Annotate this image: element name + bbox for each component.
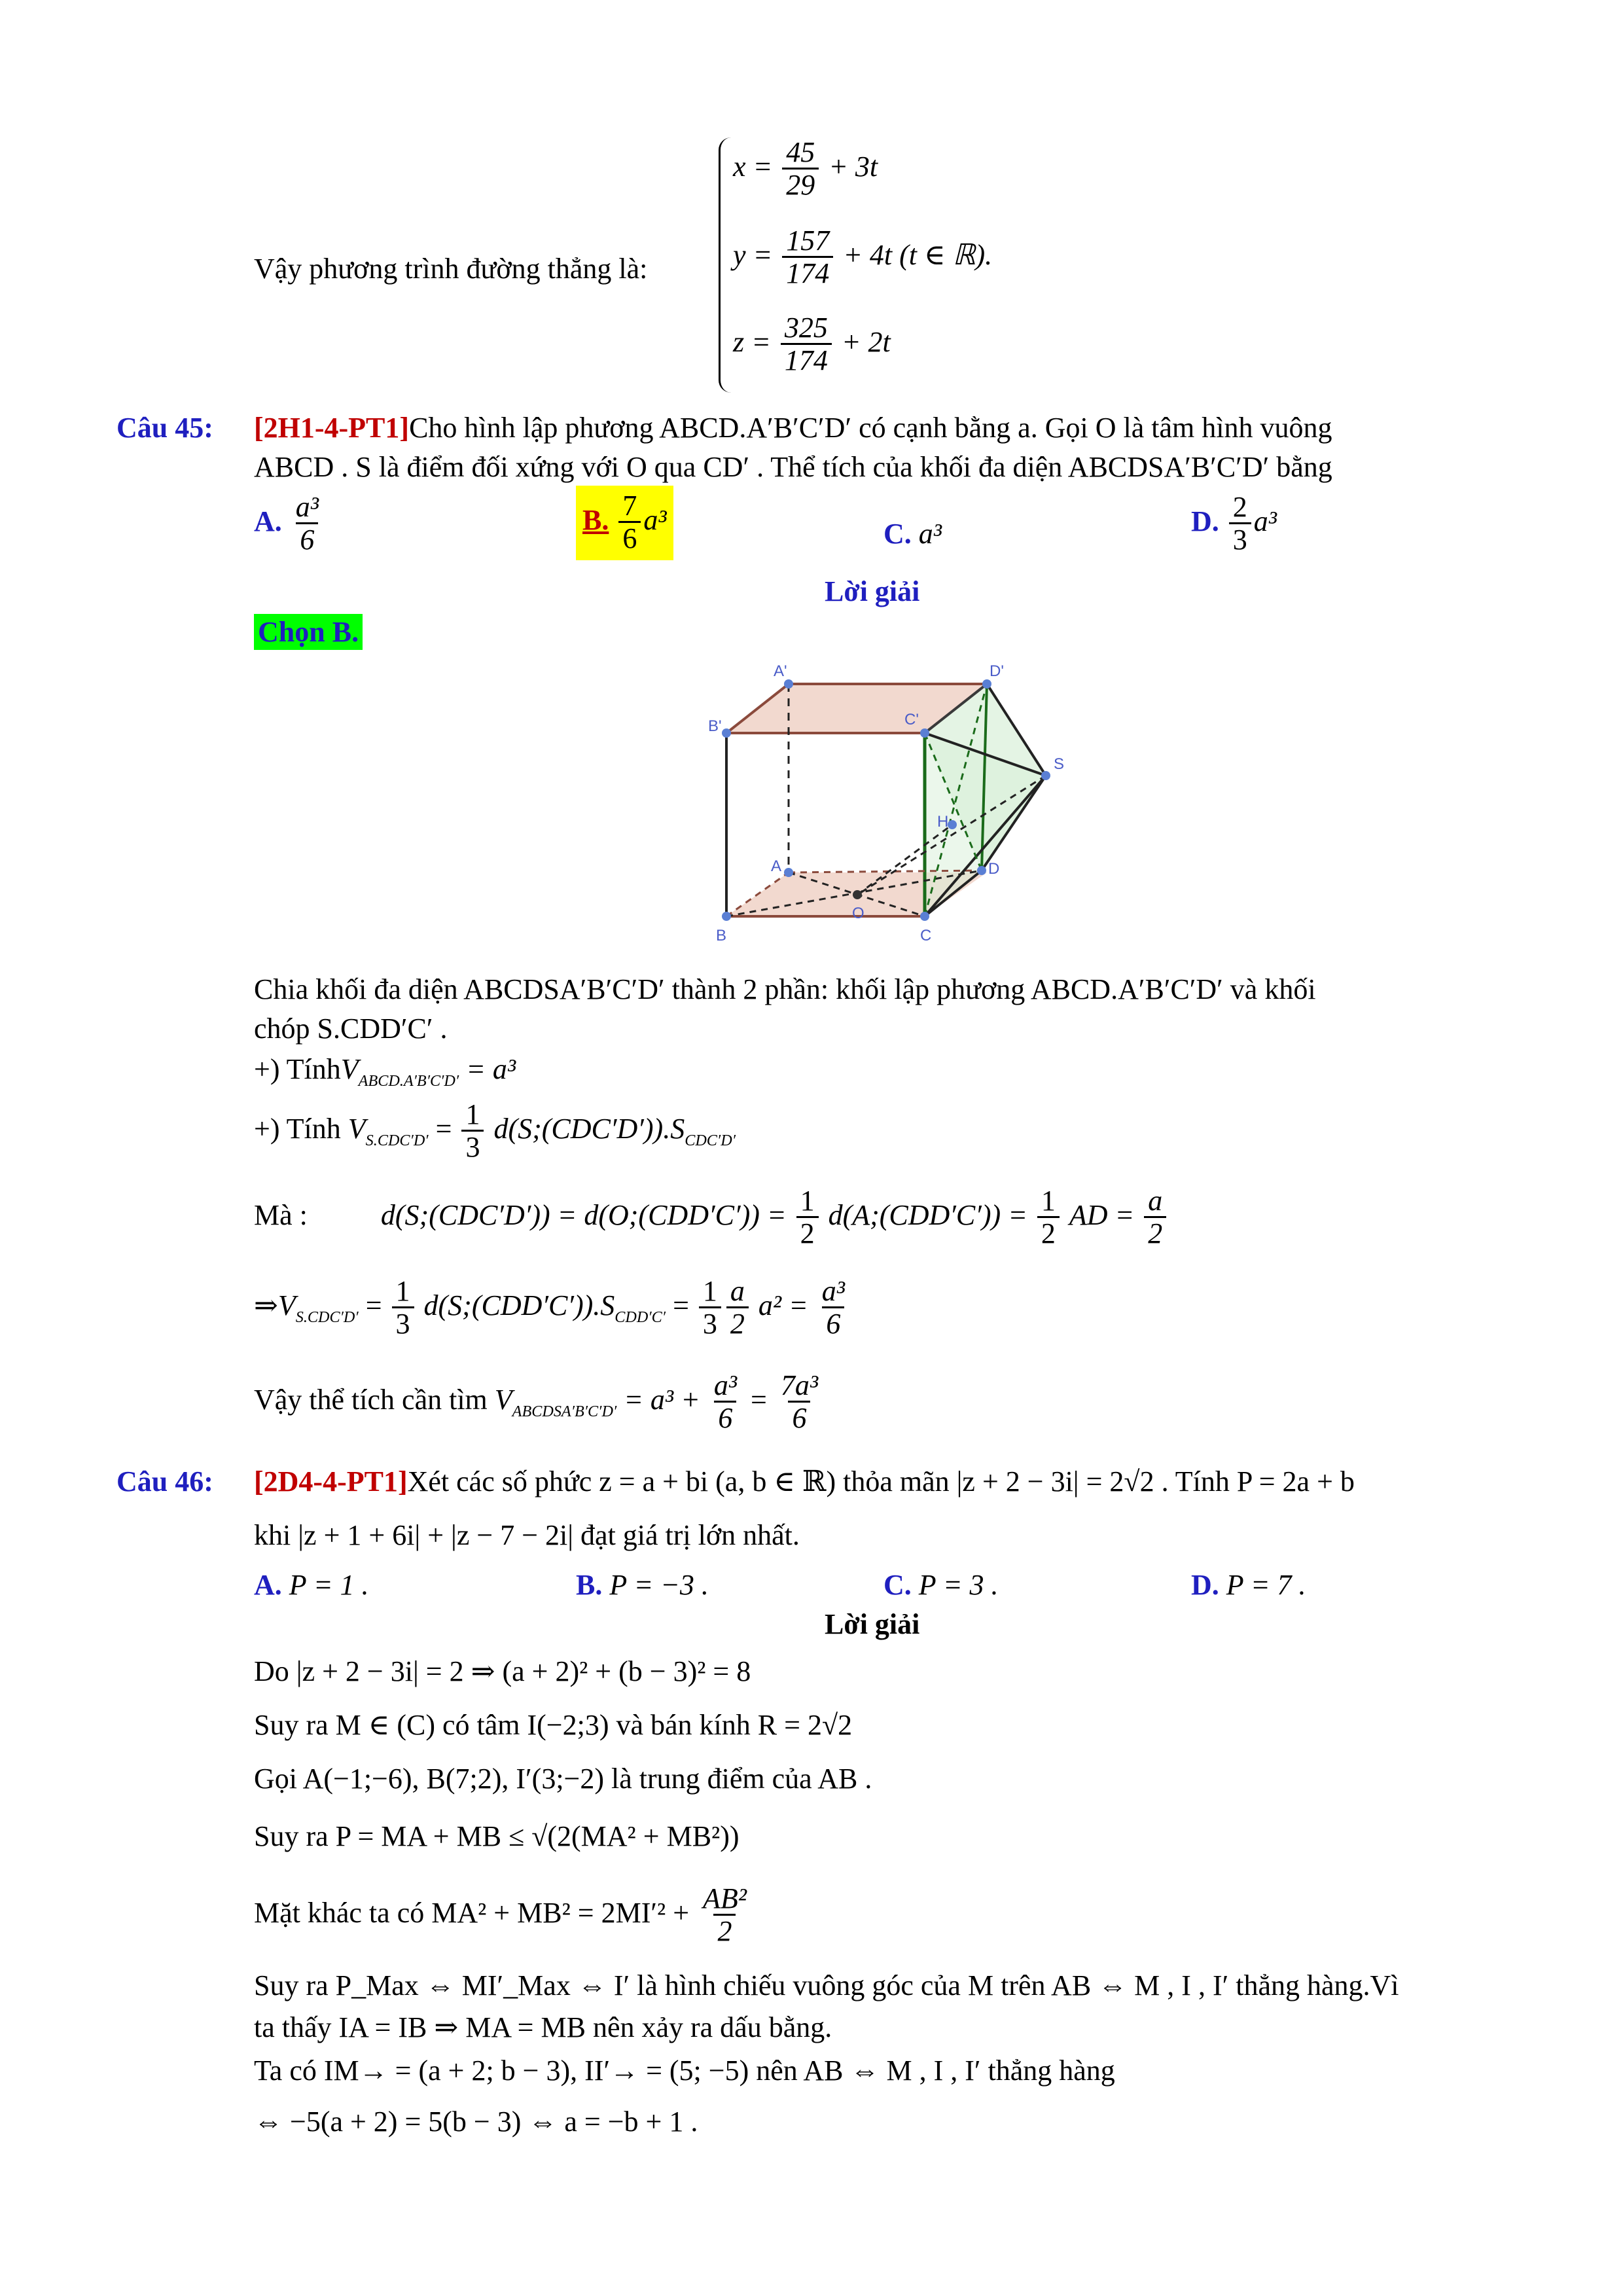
q46-sol-l5: Mặt khác ta có MA² + MB² = 2MI′² + $\frac{\text{AB²}}{2}$ bbox=[254, 1882, 747, 1948]
q45-sol-p4: +) Tính $V_{S.CDC'D'}$ = $\frac{1}{3}$ $d(S;(CDC'D')).S_{CDC'D'}$ bbox=[254, 1098, 736, 1164]
q45-sol-p6: $\Rightarrow V_{S.CDC'D'}$ = $\frac{1}{3}$ $d(S;(CDD'C')).S_{CDD'C'}$ = $\frac{1}{3}$ $\frac{a}{2}$ a² = $\frac{\text{a³}}{6}$ bbox=[254, 1275, 845, 1340]
label-h: H bbox=[937, 813, 949, 831]
q45-option-a: A. $\frac{\text{a³}}{6}$ bbox=[254, 491, 319, 556]
label-b1: B' bbox=[708, 717, 722, 735]
q45-option-d: D. $\frac{2}{3}$ a³ bbox=[1191, 491, 1277, 556]
q46-sol-l8: Ta có IM→ = (a + 2; b − 3), II′→ = (5; −5) nên AB ⇔ M , I , I′ thẳng hàng bbox=[254, 2054, 1115, 2087]
q45-sol-p7: Vậy thể tích cần tìm $V_{ABCDSA'B'C'D'} = a^3$ + $\frac{\text{a³}}{6}$ = $\frac{\text{7a³}}{6}$ bbox=[254, 1369, 819, 1435]
q46-sol-l4: Suy ra P = MA + MB ≤ √(2(MA² + MB²)) bbox=[254, 1820, 740, 1852]
q45-line1: [2H1-4-PT1]Cho hình lập phương ABCD.A′B′C′D′ có cạnh bằng a. Gọi O là tâm hình vuông bbox=[254, 412, 1332, 444]
q46-line2: khi |z + 1 + 6i| + |z − 7 − 2i| đạt giá trị lớn nhất. bbox=[254, 1519, 800, 1551]
label-s: S bbox=[1054, 755, 1065, 773]
q45-answer: Chọn B. bbox=[254, 614, 363, 650]
q45-sol-p3: +) TínhV$_{ABCD.A'B'C'D'}$ = a³ bbox=[254, 1053, 516, 1090]
eq-z: z = $\frac{325}{174}$ + 2t bbox=[733, 312, 891, 377]
label-c: C bbox=[920, 927, 932, 944]
label-d: D bbox=[988, 860, 1000, 878]
q45-solution-title: Lời giải bbox=[825, 575, 920, 607]
q45-sol-p1: Chia khối đa diện ABCDSA′B′C′D′ thành 2 phần: khối lập phương ABCD.A′B′C′D′ và khối bbox=[254, 973, 1316, 1005]
label-d1: D' bbox=[990, 662, 1004, 680]
q45-label: Câu 45: bbox=[116, 412, 213, 444]
q46-option-a: A. P = 1 . bbox=[254, 1569, 369, 1601]
q45-line2: ABCD . S là điểm đối xứng với O qua CD′ . Thể tích của khối đa diện ABCDSA′B′C′D′ bằng bbox=[254, 451, 1332, 483]
q46-sol-l1: Do |z + 2 − 3i| = 2 ⇒ (a + 2)² + (b − 3)² = 8 bbox=[254, 1655, 751, 1687]
intro-text: Vậy phương trình đường thẳng là: bbox=[254, 253, 648, 285]
q45-option-b: B. $\frac{7}{6}$ a³ bbox=[576, 486, 673, 560]
label-c1: C' bbox=[904, 711, 919, 728]
label-b: B bbox=[716, 927, 727, 944]
q45-sol-p5: Mà : d(S;(CDC′D′)) = d(O;(CDD′C′)) = $\frac{1}{2}$ d(A;(CDD′C′)) = $\frac{1}{2}$ AD = $\frac{a}{2}$ bbox=[254, 1186, 1169, 1250]
q46-sol-l6: Suy ra P_Max ⇔ MI′_Max ⇔ I′ là hình chiếu vuông góc của M trên AB ⇔ M , I , I′ thẳng hàng.Vì bbox=[254, 1969, 1399, 2001]
q46-sol-l7: ta thấy IA = IB ⇒ MA = MB nên xảy ra dấu bằng. bbox=[254, 2011, 832, 2043]
q46-code: [2D4-4-PT1] bbox=[254, 1465, 408, 1498]
eq-y: y = $\frac{157}{174}$ + 4t (t ∈ ℝ). bbox=[733, 224, 993, 290]
eq-x: x = $\frac{45}{29}$ + 3t bbox=[733, 136, 878, 202]
q46-option-d: D. P = 7 . bbox=[1191, 1569, 1306, 1601]
q46-line1: [2D4-4-PT1]Xét các số phức z = a + bi (a, b ∈ ℝ) thỏa mãn |z + 2 − 3i| = 2√2 . Tính P = 2a + b bbox=[254, 1465, 1355, 1498]
q45-code: [2H1-4-PT1] bbox=[254, 412, 410, 444]
label-a1: A' bbox=[774, 662, 787, 680]
q46-option-b: B. P = −3 . bbox=[576, 1569, 709, 1601]
label-a: A bbox=[771, 857, 782, 875]
q46-option-c: C. P = 3 . bbox=[883, 1569, 999, 1601]
label-o: O bbox=[852, 905, 865, 922]
q46-sol-l2: Suy ra M ∈ (C) có tâm I(−2;3) và bán kính R = 2√2 bbox=[254, 1709, 853, 1741]
q45-option-c: C. a³ bbox=[883, 518, 942, 550]
q46-label: Câu 46: bbox=[116, 1465, 213, 1498]
q46-sol-l3: Gọi A(−1;−6), B(7;2), I′(3;−2) là trung điểm của AB . bbox=[254, 1763, 872, 1795]
q45-sol-p2: chóp S.CDD′C′ . bbox=[254, 1013, 448, 1045]
cube-figure bbox=[707, 651, 1086, 952]
q46-sol-l9: ⇔ −5(a + 2) = 5(b − 3) ⇔ a = −b + 1 . bbox=[254, 2106, 698, 2138]
system-brace bbox=[719, 137, 731, 393]
q46-solution-title: Lời giải bbox=[825, 1608, 920, 1640]
